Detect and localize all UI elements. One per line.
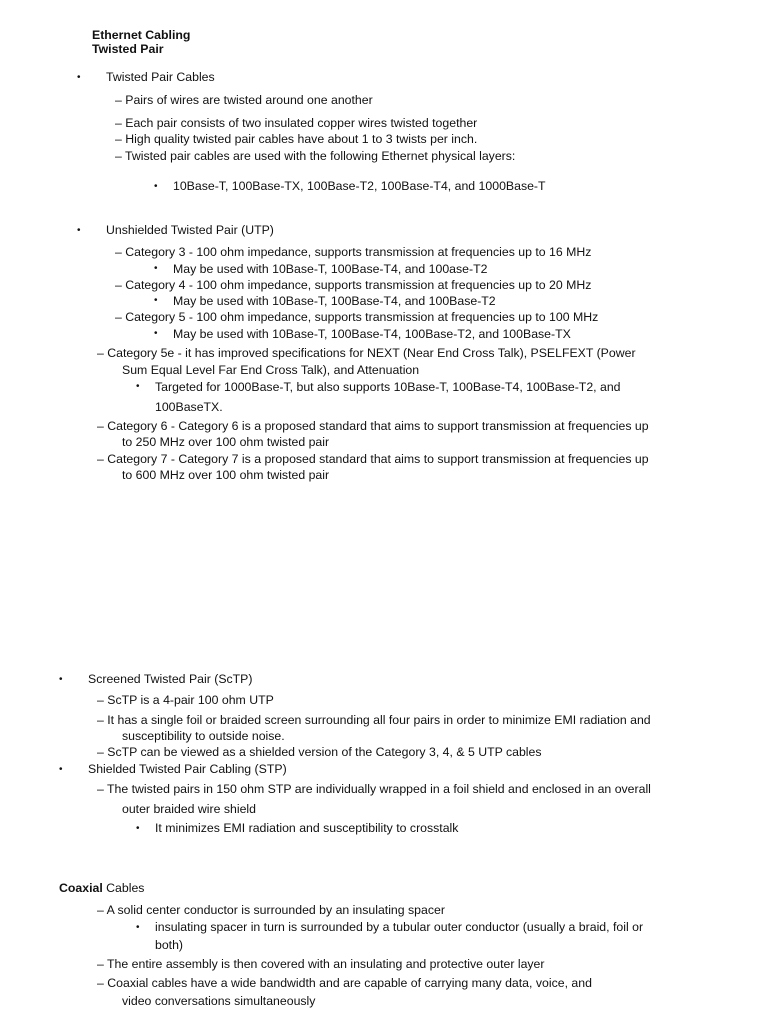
bullet-icon: • bbox=[154, 295, 158, 306]
coaxial-item: – The entire assembly is then covered with an insulating and protective outer layer bbox=[97, 957, 545, 971]
bullet-icon: • bbox=[59, 674, 63, 685]
bullet-icon: • bbox=[77, 225, 81, 236]
bullet-icon: • bbox=[59, 764, 63, 775]
stp-sub-item: It minimizes EMI radiation and susceptibility to crosstalk bbox=[155, 821, 459, 835]
coaxial-heading-rest: Cables bbox=[102, 881, 145, 895]
twisted-pair-heading: Twisted Pair Cables bbox=[106, 70, 215, 84]
utp-cat5: – Category 5 - 100 ohm impedance, supports transmission at frequencies up to 100 MHz bbox=[115, 310, 599, 324]
bullet-icon: • bbox=[154, 181, 158, 192]
doc-subtitle: Twisted Pair bbox=[92, 42, 164, 56]
stp-heading: Shielded Twisted Pair Cabling (STP) bbox=[88, 762, 287, 776]
sctp-item: – ScTP can be viewed as a shielded version of the Category 3, 4, & 5 UTP cables bbox=[97, 745, 542, 759]
sctp-heading: Screened Twisted Pair (ScTP) bbox=[88, 672, 253, 686]
utp-cat5e-sub: Targeted for 1000Base-T, but also supports 10Base-T, 100Base-T4, 100Base-T2, and bbox=[155, 380, 621, 394]
utp-cat3-sub: May be used with 10Base-T, 100Base-T4, and 100ase-T2 bbox=[173, 262, 488, 276]
bullet-icon: • bbox=[136, 823, 140, 834]
utp-cat4-sub: May be used with 10Base-T, 100Base-T4, and 100Base-T2 bbox=[173, 294, 496, 308]
utp-cat6-cont: to 250 MHz over 100 ohm twisted pair bbox=[122, 435, 330, 449]
twisted-pair-item: – Each pair consists of two insulated copper wires twisted together bbox=[115, 116, 478, 130]
twisted-pair-item: – High quality twisted pair cables have about 1 to 3 twists per inch. bbox=[115, 132, 478, 146]
coaxial-heading bbox=[59, 881, 144, 895]
coaxial-item: – Coaxial cables have a wide bandwidth and are capable of carrying many data, voice, and bbox=[97, 976, 592, 990]
stp-item: – The twisted pairs in 150 ohm STP are individually wrapped in a foil shield and enclosed in an overall bbox=[97, 782, 651, 796]
coaxial-sub-item: insulating spacer in turn is surrounded by a tubular outer conductor (usually a braid, foil or bbox=[155, 920, 644, 934]
bullet-icon: • bbox=[154, 328, 158, 339]
twisted-pair-sub-item: 10Base-T, 100Base-TX, 100Base-T2, 100Base-T4, and 1000Base-T bbox=[173, 179, 546, 193]
twisted-pair-item: – Twisted pair cables are used with the following Ethernet physical layers: bbox=[115, 149, 516, 163]
sctp-item-cont: susceptibility to outside noise. bbox=[122, 729, 285, 743]
bullet-icon: • bbox=[77, 72, 81, 83]
utp-cat7: – Category 7 - Category 7 is a proposed standard that aims to support transmission at frequencies up bbox=[97, 452, 649, 466]
bullet-icon: • bbox=[154, 263, 158, 274]
bullet-icon: • bbox=[136, 381, 140, 392]
coaxial-item-cont: video conversations simultaneously bbox=[122, 994, 316, 1008]
coaxial-heading-bold: Coaxial bbox=[59, 881, 103, 895]
utp-cat5e-sub-cont: 100BaseTX. bbox=[155, 400, 223, 414]
utp-cat6: – Category 6 - Category 6 is a proposed standard that aims to support transmission at frequencies up bbox=[97, 419, 649, 433]
coaxial-sub-item-cont: both) bbox=[155, 938, 184, 952]
utp-cat5e-cont: Sum Equal Level Far End Cross Talk), and Attenuation bbox=[122, 363, 420, 377]
utp-cat4: – Category 4 - 100 ohm impedance, supports transmission at frequencies up to 20 MHz bbox=[115, 278, 592, 292]
bullet-icon: • bbox=[136, 922, 140, 933]
sctp-item: – It has a single foil or braided screen surrounding all four pairs in order to minimize EMI radiation and bbox=[97, 713, 651, 727]
stp-item-cont: outer braided wire shield bbox=[122, 802, 256, 816]
utp-cat7-cont: to 600 MHz over 100 ohm twisted pair bbox=[122, 468, 330, 482]
sctp-item: – ScTP is a 4-pair 100 ohm UTP bbox=[97, 693, 274, 707]
utp-cat5-sub: May be used with 10Base-T, 100Base-T4, 100Base-T2, and 100Base-TX bbox=[173, 327, 571, 341]
doc-title: Ethernet Cabling bbox=[92, 28, 191, 42]
utp-cat3: – Category 3 - 100 ohm impedance, supports transmission at frequencies up to 16 MHz bbox=[115, 245, 592, 259]
twisted-pair-item: – Pairs of wires are twisted around one another bbox=[115, 93, 373, 107]
utp-heading: Unshielded Twisted Pair (UTP) bbox=[106, 223, 274, 237]
coaxial-item: – A solid center conductor is surrounded by an insulating spacer bbox=[97, 903, 445, 917]
utp-cat5e: – Category 5e - it has improved specifications for NEXT (Near End Cross Talk), PSELFEXT (Power bbox=[97, 346, 636, 360]
